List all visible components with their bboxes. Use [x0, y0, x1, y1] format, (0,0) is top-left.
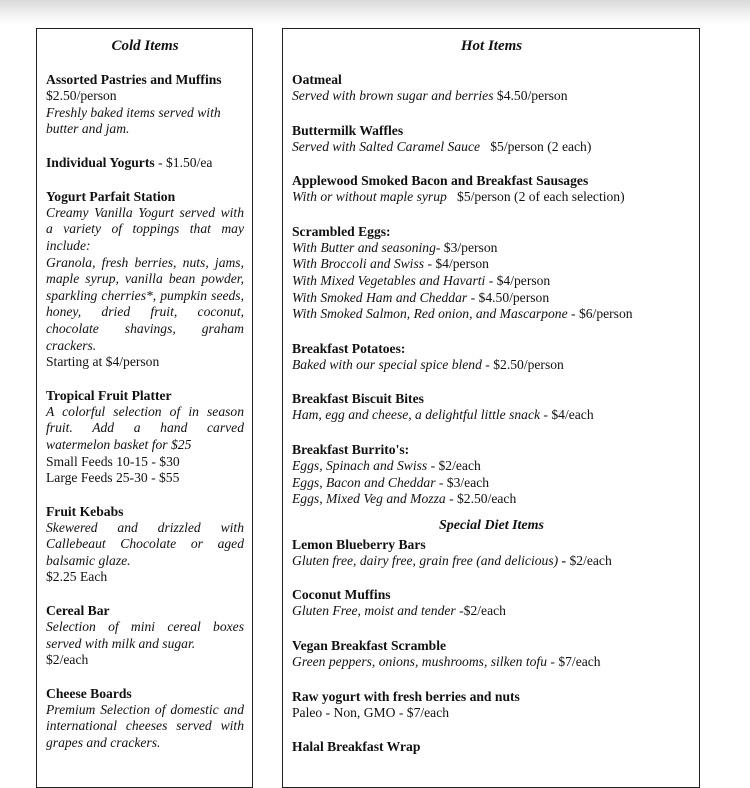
burrito-option — [292, 491, 691, 508]
option-name: With Butter and seasoning — [292, 239, 436, 255]
item-toppings: Granola, fresh berries, nuts, jams, maple syrup, vanilla bean powder, sparkling cherries*, pumpkin seeds, honey, dried fruit, coconut, chocolate shavings, graham crackers. — [46, 254, 244, 353]
item-name: Assorted Pastries and Muffins — [46, 72, 222, 87]
item-description: Paleo - Non, GMO - $7/each — [292, 704, 450, 720]
menu-item-oatmeal — [292, 71, 691, 105]
menu-item-vegan-scramble — [292, 637, 691, 671]
item-description: Green peppers, onions, mushrooms, silken tofu — [292, 653, 547, 669]
option-price: - $4.50/person — [467, 289, 550, 305]
menu-item-halal-wrap — [292, 738, 691, 755]
menu-item-cheese — [46, 685, 244, 752]
egg-option — [292, 256, 691, 273]
item-name: Oatmeal — [292, 72, 342, 87]
special-diet-heading: Special Diet Items — [439, 517, 544, 533]
hot-items-heading: Hot Items — [460, 38, 523, 54]
item-price: $2.25 Each — [46, 569, 108, 585]
menu-item-yogurts — [46, 154, 244, 172]
option-name: With Smoked Ham and Cheddar — [292, 289, 468, 305]
item-description: Selection of mini cereal boxes served with milk and sugar. — [46, 619, 244, 651]
option-name: With Mixed Vegetables and Havarti — [292, 272, 486, 288]
item-name: Vegan Breakfast Scramble — [292, 637, 447, 653]
egg-option — [292, 273, 691, 290]
option-name: Eggs, Bacon and Cheddar — [292, 474, 436, 490]
menu-item-coconut-muffins — [292, 586, 691, 620]
item-name: Scrambled Eggs: — [292, 223, 391, 239]
option-price: - $2/each — [427, 457, 481, 473]
item-price: $5/person (2 each) — [490, 138, 592, 154]
menu-item-pastries — [46, 71, 244, 138]
top-shadow — [0, 0, 750, 26]
item-price-small: Small Feeds 10-15 - $30 — [46, 453, 180, 469]
item-name: Breakfast Potatoes: — [292, 340, 406, 356]
burrito-option — [292, 458, 691, 475]
option-price: - $2.50/each — [445, 491, 517, 507]
menu-item-biscuit — [292, 390, 691, 424]
item-description: Baked with our special spice blend — [292, 356, 482, 372]
item-price: $2/each — [566, 552, 612, 568]
item-name: Halal Breakfast Wrap — [292, 739, 421, 755]
item-name: Raw yogurt with fresh berries and nuts — [292, 688, 520, 704]
item-name: Tropical Fruit Platter — [46, 387, 172, 403]
item-description: Gluten Free, moist and tender — [292, 603, 456, 619]
hot-items-box — [282, 28, 700, 788]
menu-item-eggs — [292, 223, 691, 323]
item-price: - $2.50/person — [481, 356, 564, 372]
egg-option — [292, 240, 691, 257]
egg-option — [292, 306, 691, 323]
cold-items-heading: Cold Items — [111, 38, 179, 54]
menu-item-lemon-bars — [292, 536, 691, 570]
item-name: Fruit Kebabs — [46, 503, 124, 519]
burrito-option — [292, 475, 691, 492]
item-price-large: Large Feeds 25-30 - $55 — [46, 470, 180, 486]
menu-item-potatoes — [292, 340, 691, 374]
option-price: - $4/person — [424, 256, 489, 272]
menu-item-cereal — [46, 602, 244, 669]
item-price: - $1.50/ea — [154, 154, 213, 170]
item-price: - $7/each — [547, 653, 601, 669]
menu-item-waffles — [292, 122, 691, 156]
item-description: Ham, egg and cheese, a delightful little snack — [292, 407, 541, 423]
item-name: Cereal Bar — [46, 603, 110, 619]
item-name: Breakfast Biscuit Bites — [292, 391, 424, 407]
item-dash: - — [558, 552, 567, 568]
item-name: Buttermilk Waffles — [292, 122, 404, 138]
item-price: $5/person (2 of each selection) — [457, 189, 625, 205]
item-price: Starting at $4/person — [46, 354, 160, 370]
item-name: Coconut Muffins — [292, 587, 391, 603]
item-name: Applewood Smoked Bacon and Breakfast Sausages — [292, 173, 589, 189]
item-description: A colorful selection of in season fruit. Add a hand carved watermelon basket for $25 — [46, 403, 244, 452]
item-description: Skewered and drizzled with Callebeaut Chocolate or aged balsamic glaze. — [46, 519, 244, 568]
item-price: $2/each — [46, 652, 89, 668]
item-price: $4.50/person — [493, 88, 568, 103]
cold-items-box — [36, 28, 253, 788]
menu-item-parfait — [46, 188, 244, 371]
option-price: - $3/each — [435, 474, 490, 490]
menu-item-kebabs — [46, 503, 244, 586]
option-name: Eggs, Spinach and Swiss — [292, 457, 428, 473]
item-description: Premium Selection of domestic and international cheeses served with grapes and crackers. — [46, 701, 244, 751]
item-name: Yogurt Parfait Station — [46, 188, 176, 204]
item-description: Freshly baked items served with butter and jam. — [46, 104, 221, 137]
option-name: With Broccoli and Swiss — [292, 256, 425, 272]
menu-item-bacon — [292, 172, 691, 206]
menu-item-burritos — [292, 441, 691, 508]
item-price: -$2/each — [455, 603, 506, 619]
item-price: - $4/each — [540, 407, 594, 423]
menu-item-fruit-platter — [46, 387, 244, 487]
item-name: Breakfast Burrito's: — [292, 441, 410, 457]
item-description: Gluten free, dairy free, grain free (and delicious) — [292, 552, 559, 568]
item-name: Lemon Blueberry Bars — [292, 536, 426, 552]
menu-item-raw-yogurt — [292, 688, 691, 722]
item-description: With or without maple syrup — [292, 189, 447, 205]
item-description: Creamy Vanilla Yogurt served with a variety of toppings that may include: — [46, 204, 244, 253]
option-price: - $3/person — [435, 239, 498, 255]
item-name: Cheese Boards — [46, 685, 132, 701]
option-name: Eggs, Mixed Veg and Mozza — [292, 491, 446, 507]
item-description: Served with Salted Caramel Sauce — [292, 138, 481, 154]
item-price: $2.50/person — [46, 88, 117, 103]
item-name: Individual Yogurts — [46, 154, 155, 170]
egg-option — [292, 290, 691, 307]
option-name: With Smoked Salmon, Red onion, and Mascarpone — [292, 306, 568, 322]
item-description: Served with brown sugar and berries — [292, 88, 494, 103]
option-price: - $4/person — [485, 272, 551, 288]
option-price: - $6/person — [567, 306, 633, 322]
